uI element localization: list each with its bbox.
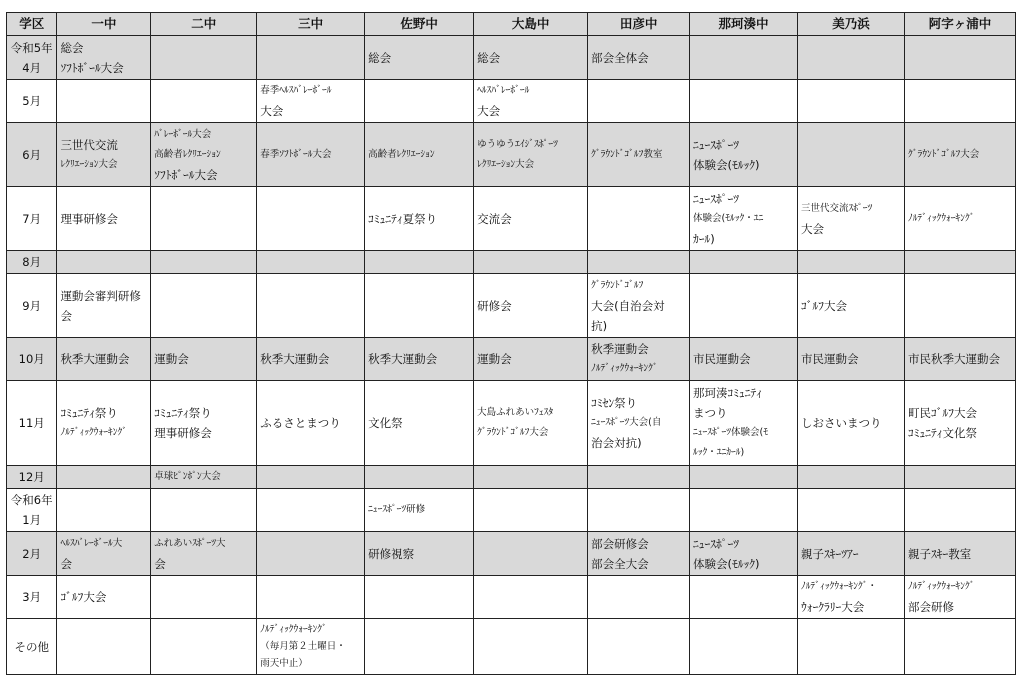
event-cell (365, 381, 474, 466)
event-cell (57, 338, 151, 381)
event-cell (798, 466, 905, 489)
event-label: ｺﾞﾙﾌ大会 (801, 298, 847, 313)
event-cell (798, 251, 905, 274)
header-row (7, 13, 1016, 36)
event-cell (57, 619, 151, 675)
event-cell (474, 466, 588, 489)
event-cell (151, 576, 257, 619)
event-cell (474, 619, 588, 675)
event-cell (690, 187, 798, 251)
event-label: 理事研修会 (154, 426, 212, 440)
event-label: 体験会(ﾓﾙｯｸ) (693, 556, 760, 571)
event-cell (57, 489, 151, 532)
event-label: 治会対抗) (591, 436, 642, 450)
schedule-table (6, 12, 1016, 675)
event-cell (257, 489, 365, 532)
month-cell (7, 187, 57, 251)
event-cell (904, 489, 1015, 532)
event-cell (904, 338, 1015, 381)
event-label: 大会 (801, 221, 824, 236)
table-row (7, 123, 1016, 187)
event-cell (151, 466, 257, 489)
event-cell (588, 36, 690, 80)
event-cell (690, 123, 798, 187)
event-cell (690, 532, 798, 576)
event-cell (588, 466, 690, 489)
event-label: 運動会 (477, 352, 512, 366)
month-cell (7, 466, 57, 489)
event-label: 研修会 (477, 298, 512, 313)
event-cell (365, 187, 474, 251)
event-label: ﾙｯｸ・ﾕﾆｶｰﾙ) (693, 447, 745, 458)
event-label: ﾉﾙﾃﾞｨｯｸｳｫｰｷﾝｸﾞ・ (801, 581, 878, 592)
event-cell (798, 274, 905, 338)
event-cell (365, 80, 474, 123)
col-header-nichu: 二中 (151, 13, 257, 36)
event-cell (690, 80, 798, 123)
month-label: 10月 (18, 352, 45, 366)
event-label: 高齢者ﾚｸﾘｴｰｼｮﾝ (154, 148, 221, 160)
table-row (7, 187, 1016, 251)
month-label: 7月 (22, 211, 42, 226)
event-label: ﾆｭｰｽﾎﾟｰﾂ (693, 536, 740, 551)
event-label: ﾆｭｰｽﾎﾟｰﾂ大会(自 (591, 417, 662, 428)
event-cell (690, 381, 798, 466)
col-header-oshimachu: 大島中 (474, 13, 588, 36)
table-row (7, 381, 1016, 466)
event-cell (57, 251, 151, 274)
event-cell (57, 381, 151, 466)
event-cell (257, 576, 365, 619)
month-label: 6月 (22, 147, 42, 162)
event-label: ﾚｸﾘｴｰｼｮﾝ大会 (477, 158, 535, 170)
event-label: ﾚｸﾘｴｰｼｮﾝ大会 (60, 158, 118, 170)
table-row (7, 532, 1016, 576)
event-label: 秋季大運動会 (260, 352, 330, 366)
event-cell (588, 338, 690, 381)
event-cell (365, 274, 474, 338)
event-label: 部会研修会 (591, 536, 649, 551)
event-cell (474, 187, 588, 251)
event-cell (151, 187, 257, 251)
event-cell (904, 123, 1015, 187)
month-label: 2月 (22, 546, 42, 561)
event-cell (904, 80, 1015, 123)
event-cell (474, 123, 588, 187)
table-row (7, 576, 1016, 619)
event-label: ﾉﾙﾃﾞｨｯｸｳｫｰｷﾝｸﾞ (907, 212, 975, 224)
event-cell (904, 619, 1015, 675)
month-label: 令和5年 (10, 40, 53, 55)
event-label: 秋季大運動会 (368, 352, 438, 366)
event-cell (257, 532, 365, 576)
col-header-minohama: 美乃浜 (798, 13, 905, 36)
event-cell (57, 80, 151, 123)
table-row (7, 466, 1016, 489)
event-cell (474, 381, 588, 466)
event-label: 会 (60, 308, 72, 323)
month-label: 3月 (22, 590, 42, 604)
event-cell (257, 274, 365, 338)
event-label: しおさいまつり (801, 416, 882, 430)
event-cell (57, 36, 151, 80)
event-cell (904, 532, 1015, 576)
event-label: 市民運動会 (693, 352, 751, 366)
event-cell (588, 381, 690, 466)
event-label: 理事研修会 (60, 211, 118, 226)
month-cell (7, 251, 57, 274)
col-header-district: 学区 (7, 13, 57, 36)
event-label: 総会 (477, 50, 501, 65)
event-cell (257, 381, 365, 466)
event-cell (798, 80, 905, 123)
event-cell (151, 619, 257, 675)
event-label: 大会 (477, 104, 501, 118)
event-cell (798, 187, 905, 251)
event-cell (365, 619, 474, 675)
event-cell (690, 251, 798, 274)
event-label: 総会 (368, 50, 392, 65)
event-label: 運動会 (154, 352, 189, 366)
event-cell (365, 123, 474, 187)
event-label: ｿﾌﾄﾎﾞｰﾙ大会 (154, 167, 218, 182)
event-cell (798, 489, 905, 532)
month-cell (7, 36, 57, 80)
event-label: 親子ｽｷｰﾂｱｰ (801, 546, 859, 561)
event-label: 親子ｽｷｰ教室 (907, 546, 972, 561)
month-label: 9月 (22, 298, 42, 313)
event-cell (151, 123, 257, 187)
event-label: 文化祭 (368, 416, 403, 430)
event-label: ふれあいｽﾎﾟｰﾂ大 (154, 537, 226, 549)
event-label: 春季ｿﾌﾄﾎﾞｰﾙ大会 (260, 148, 332, 160)
event-cell (151, 532, 257, 576)
month-label: 1月 (22, 513, 42, 527)
event-cell (151, 251, 257, 274)
table-row (7, 251, 1016, 274)
event-label: ﾉﾙﾃﾞｨｯｸｳｫｰｷﾝｸﾞ (260, 624, 327, 635)
event-cell (257, 123, 365, 187)
event-label: 部会研修 (907, 600, 954, 614)
event-label: ﾍﾙｽﾊﾞﾚｰﾎﾞｰﾙ (477, 85, 530, 96)
month-cell (7, 532, 57, 576)
event-label: ﾆｭｰｽﾎﾟｰﾂ研修 (368, 504, 426, 515)
month-label: その他 (14, 639, 49, 654)
event-cell (798, 36, 905, 80)
event-label: ｶｰﾙ) (693, 231, 715, 246)
event-cell (151, 338, 257, 381)
event-label: ｺﾐｭﾆﾃｨ文化祭 (907, 426, 977, 440)
month-cell (7, 80, 57, 123)
event-cell (257, 338, 365, 381)
event-cell (588, 274, 690, 338)
event-cell (904, 274, 1015, 338)
event-cell (365, 466, 474, 489)
event-cell (365, 532, 474, 576)
month-label: 11月 (18, 416, 45, 430)
event-cell (690, 619, 798, 675)
event-cell (798, 338, 905, 381)
event-cell (798, 532, 905, 576)
event-label: 抗) (591, 318, 608, 333)
event-cell (365, 251, 474, 274)
event-label: （毎月第２土曜日・ (260, 641, 346, 652)
event-label: まつり (693, 406, 728, 420)
event-label: ｿﾌﾄﾎﾞｰﾙ大会 (60, 60, 124, 75)
month-label: 12月 (18, 470, 45, 484)
event-label: 会 (154, 556, 166, 571)
col-header-ichichu: 一中 (57, 13, 151, 36)
event-label: 会 (60, 556, 72, 571)
event-label: 町民ｺﾞﾙﾌ大会 (907, 406, 977, 420)
month-cell (7, 338, 57, 381)
event-label: ふるさとまつり (260, 416, 341, 430)
event-label: ｸﾞﾗｳﾝﾄﾞｺﾞﾙﾌ教室 (591, 148, 663, 160)
event-label: 春季ﾍﾙｽﾊﾞﾚｰﾎﾞｰﾙ (260, 85, 332, 96)
event-cell (57, 576, 151, 619)
month-cell (7, 381, 57, 466)
month-label: 8月 (22, 255, 42, 269)
event-cell (474, 489, 588, 532)
event-label: 研修視察 (368, 546, 415, 561)
table-row (7, 489, 1016, 532)
event-label: 体験会(ﾓﾙｯｸ・ﾕﾆ (693, 212, 764, 224)
event-label: 体験会(ﾓﾙｯｸ) (693, 157, 760, 172)
event-label: ﾆｭｰｽﾎﾟｰﾂ (693, 137, 740, 152)
event-cell (904, 36, 1015, 80)
event-label: ｺﾐｭﾆﾃｨ祭り (60, 406, 118, 420)
event-cell (588, 532, 690, 576)
event-cell (904, 187, 1015, 251)
month-cell (7, 123, 57, 187)
event-label: 秋季運動会 (591, 342, 649, 356)
event-cell (257, 619, 365, 675)
event-label: 秋季大運動会 (60, 352, 130, 366)
event-label: 三世代交流ｽﾎﾟｰﾂ (801, 202, 873, 214)
event-cell (690, 36, 798, 80)
event-label: ﾍﾙｽﾊﾞﾚｰﾎﾞｰﾙ大 (60, 537, 123, 549)
event-cell (474, 36, 588, 80)
event-label: 高齢者ﾚｸﾘｴｰｼｮﾝ (368, 148, 435, 160)
event-cell (474, 576, 588, 619)
event-cell (151, 274, 257, 338)
event-cell (474, 532, 588, 576)
event-cell (257, 251, 365, 274)
event-cell (474, 274, 588, 338)
event-label: 大島ふれあいﾌｪｽﾀ (477, 407, 554, 418)
month-label: 令和6年 (10, 493, 53, 507)
event-cell (798, 381, 905, 466)
event-cell (257, 36, 365, 80)
event-label: ﾉﾙﾃﾞｨｯｸｳｫｰｷﾝｸﾞ (60, 427, 127, 438)
event-cell (588, 80, 690, 123)
event-label: 運動会審判研修 (60, 288, 141, 303)
event-label: ｳｫｰｸﾗﾘｰ大会 (801, 600, 865, 614)
event-cell (57, 274, 151, 338)
event-label: ｸﾞﾗｳﾝﾄﾞｺﾞﾙﾌ大会 (907, 148, 980, 160)
month-label: 4月 (22, 60, 42, 75)
table-row (7, 36, 1016, 80)
event-cell (365, 338, 474, 381)
event-cell (57, 123, 151, 187)
event-label: ｸﾞﾗｳﾝﾄﾞｺﾞﾙﾌ大会 (477, 427, 549, 438)
event-label: ｺﾞﾙﾌ大会 (60, 590, 107, 604)
event-cell (257, 187, 365, 251)
table-row (7, 274, 1016, 338)
event-cell (690, 274, 798, 338)
event-label: 大会 (260, 104, 284, 118)
event-cell (365, 576, 474, 619)
event-label: 部会全体会 (591, 50, 649, 65)
event-label: 三世代交流 (60, 137, 118, 152)
event-cell (798, 576, 905, 619)
event-cell (365, 489, 474, 532)
event-label: ゆうゆうｴｲｼﾞｽﾎﾟｰﾂ (477, 138, 558, 150)
event-cell (588, 251, 690, 274)
event-label: 卓球ﾋﾟﾝﾎﾟﾝ大会 (154, 471, 221, 482)
event-label: 那珂湊ｺﾐｭﾆﾃｨ (693, 386, 763, 400)
month-cell (7, 489, 57, 532)
col-header-nakaminatochu: 那珂湊中 (690, 13, 798, 36)
event-label: 部会全大会 (591, 556, 649, 571)
event-cell (257, 466, 365, 489)
event-cell (151, 36, 257, 80)
event-cell (57, 532, 151, 576)
schedule-body (7, 36, 1016, 675)
event-cell (690, 466, 798, 489)
event-cell (798, 123, 905, 187)
event-cell (57, 466, 151, 489)
event-label: ｺﾐｭﾆﾃｨ祭り (154, 406, 212, 420)
event-label: ﾆｭｰｽﾎﾟｰﾂ体験会(ﾓ (693, 427, 769, 438)
month-cell (7, 619, 57, 675)
event-cell (588, 576, 690, 619)
event-cell (904, 466, 1015, 489)
event-cell (57, 187, 151, 251)
event-cell (151, 381, 257, 466)
event-cell (904, 381, 1015, 466)
event-label: ﾉﾙﾃﾞｨｯｸｳｫｰｷﾝｸﾞ (591, 363, 658, 374)
month-cell (7, 576, 57, 619)
event-label: ｺﾐｭﾆﾃｨ夏祭り (368, 211, 438, 226)
col-header-sanochu: 佐野中 (365, 13, 474, 36)
event-cell (690, 489, 798, 532)
table-row (7, 338, 1016, 381)
event-cell (690, 576, 798, 619)
event-cell (257, 80, 365, 123)
event-cell (588, 619, 690, 675)
event-label: ﾆｭｰｽﾎﾟｰﾂ (693, 191, 740, 206)
event-cell (474, 338, 588, 381)
month-cell (7, 274, 57, 338)
event-cell (151, 489, 257, 532)
event-cell (798, 619, 905, 675)
event-cell (474, 251, 588, 274)
event-label: 大会(自治会対 (591, 298, 665, 313)
event-cell (588, 489, 690, 532)
event-label: 市民秋季大運動会 (907, 352, 1000, 366)
event-label: ｺﾐｾﾝ祭り (591, 396, 638, 410)
event-label: 市民運動会 (801, 352, 859, 366)
month-label: 5月 (22, 94, 42, 108)
event-cell (904, 576, 1015, 619)
col-header-ajigauarachu: 阿字ヶ浦中 (904, 13, 1015, 36)
event-label: 雨天中止） (260, 658, 308, 669)
event-cell (690, 338, 798, 381)
table-row (7, 80, 1016, 123)
event-cell (474, 80, 588, 123)
event-label: 総会 (60, 40, 84, 55)
event-label: ﾉﾙﾃﾞｨｯｸｳｫｰｷﾝｸﾞ (907, 581, 975, 592)
event-cell (365, 36, 474, 80)
event-cell (588, 123, 690, 187)
event-label: ｸﾞﾗｳﾝﾄﾞｺﾞﾙﾌ (591, 279, 644, 291)
table-row (7, 619, 1016, 675)
event-cell (588, 187, 690, 251)
event-label: ﾊﾞﾚｰﾎﾞｰﾙ大会 (154, 128, 212, 140)
event-cell (151, 80, 257, 123)
col-header-tahikochu: 田彦中 (588, 13, 690, 36)
event-cell (904, 251, 1015, 274)
col-header-sanchu: 三中 (257, 13, 365, 36)
event-label: 交流会 (477, 211, 512, 226)
